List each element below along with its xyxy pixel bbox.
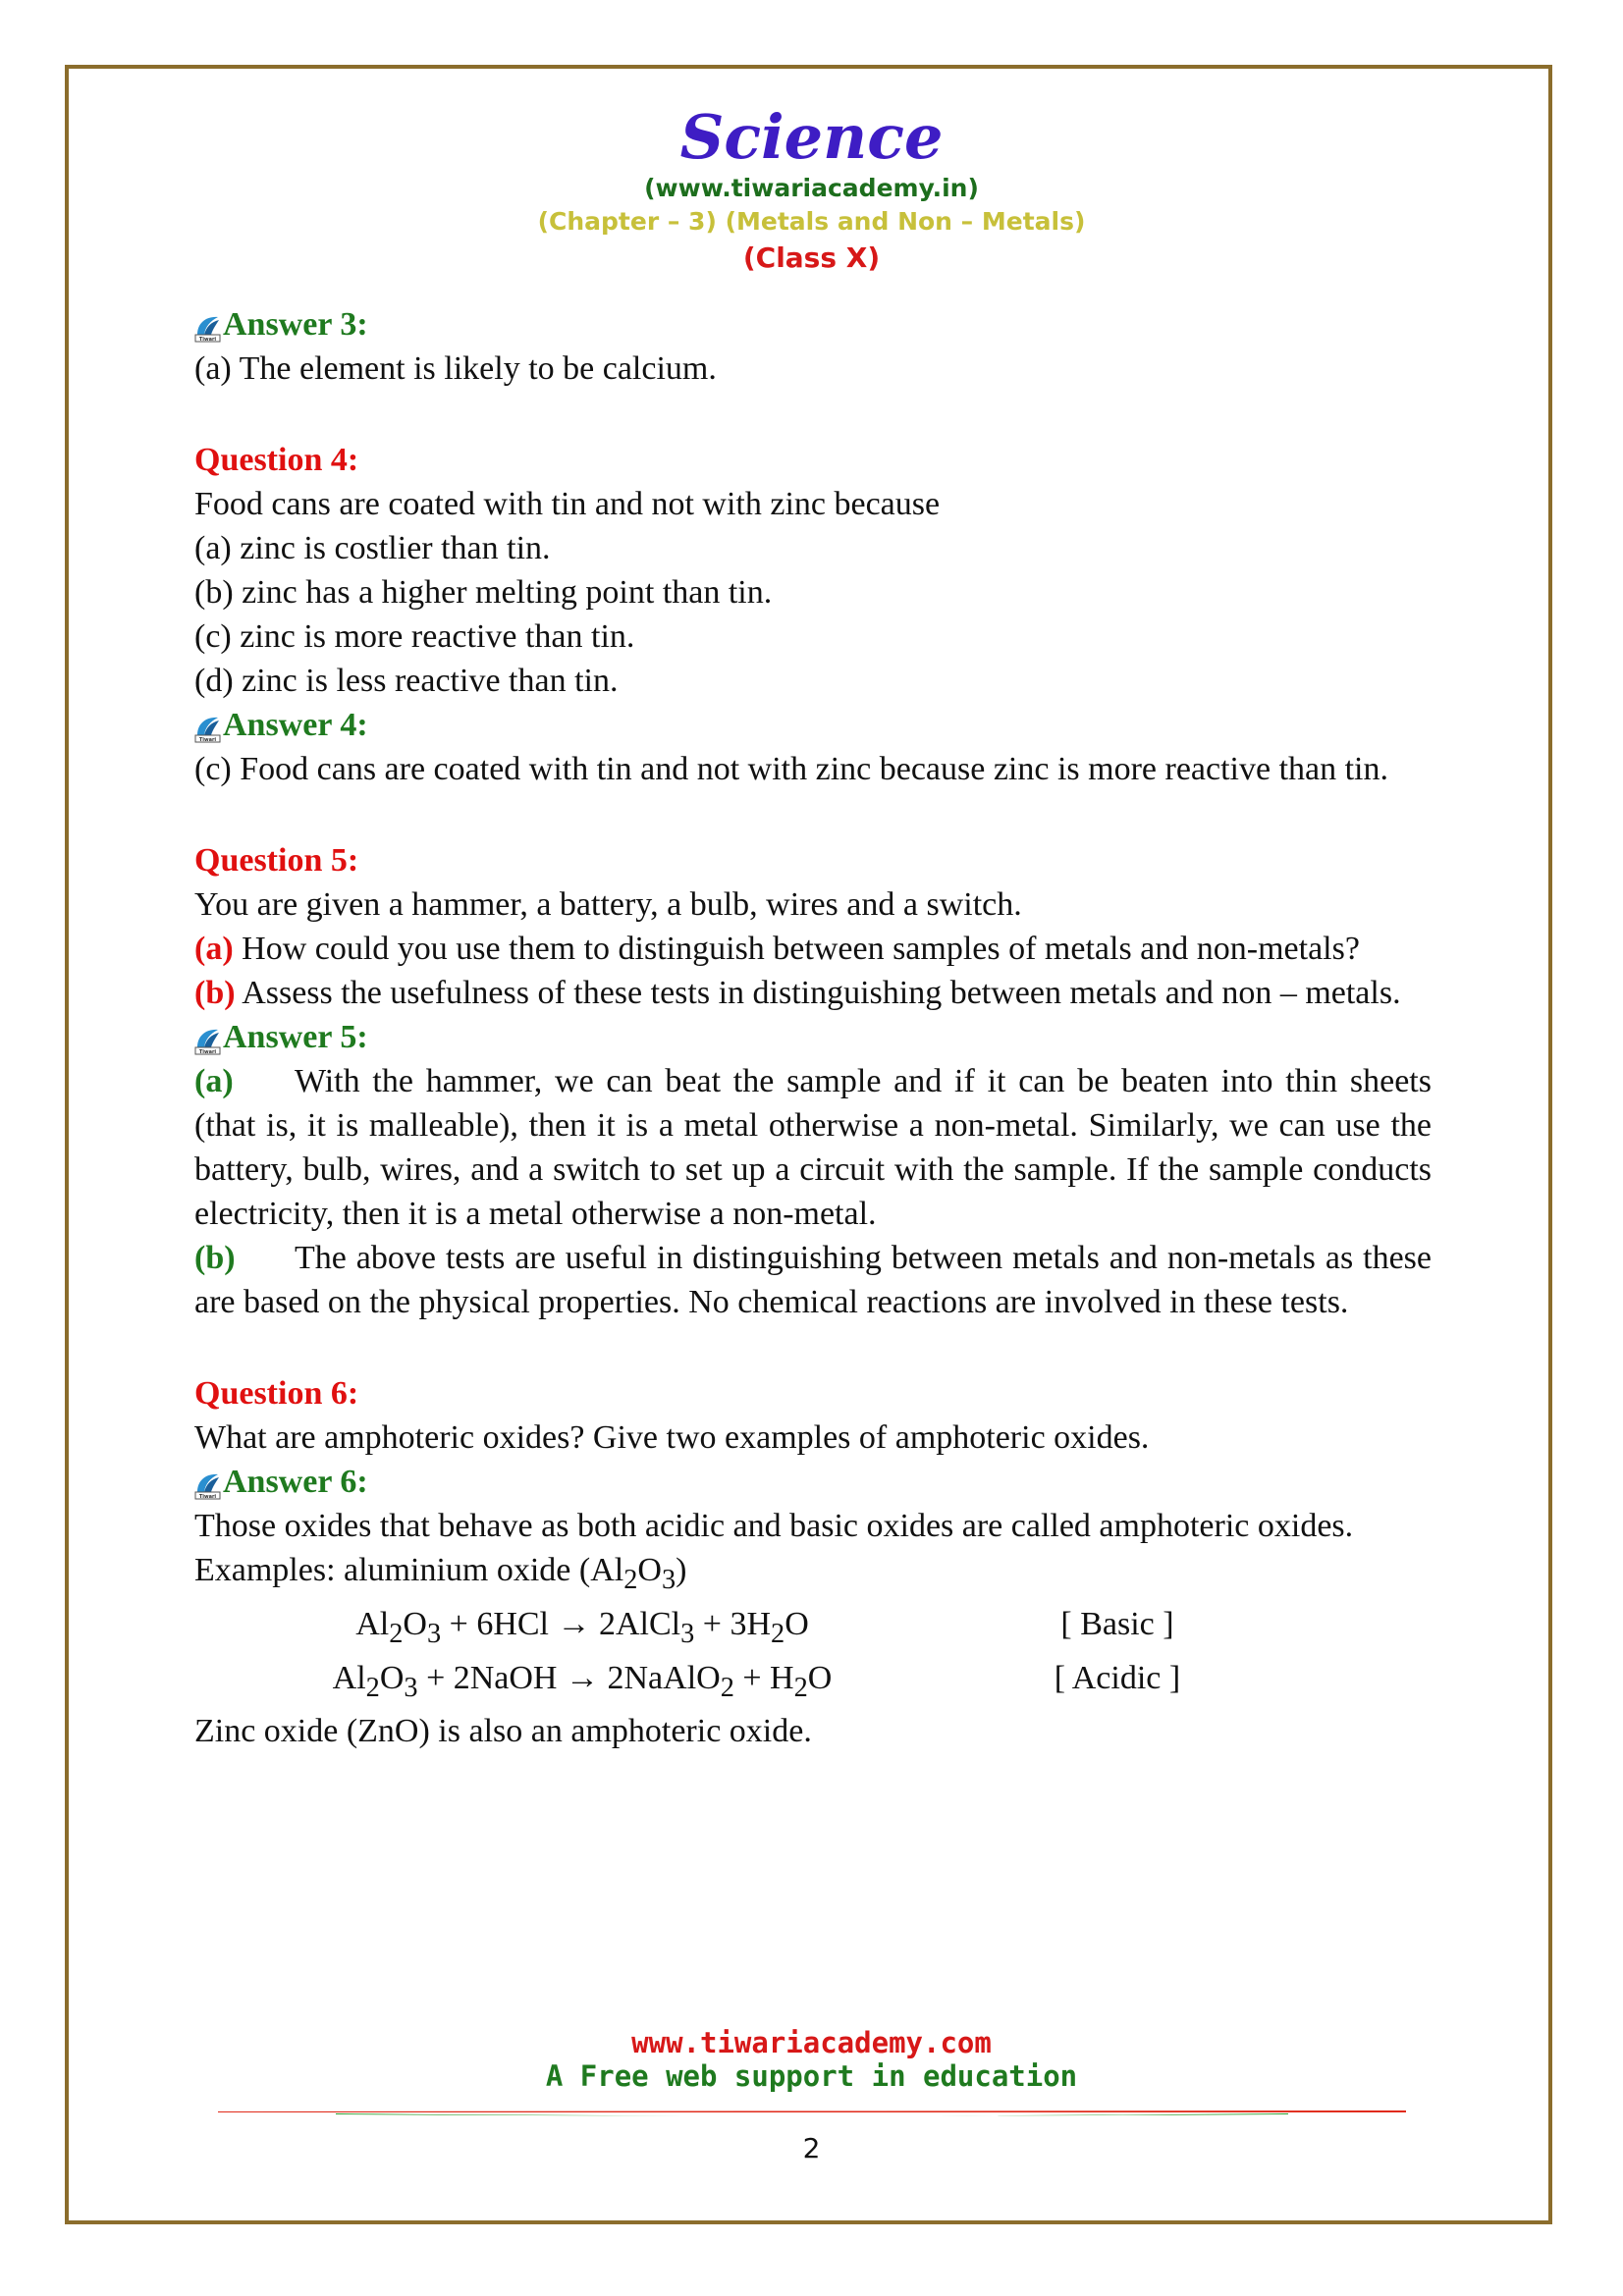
question-4-option-d: (d) zinc is less reactive than tin.	[194, 663, 619, 699]
footer-website[interactable]: www.tiwariacademy.com	[631, 2026, 992, 2059]
answer-5-part-b: (b) The above tests are useful in distinguishing between metals and non-metals as these are based on the physical properties. No chemical reactions are involved in these tests.	[194, 1240, 1432, 1320]
svg-text:Tiwari: Tiwari	[198, 336, 217, 343]
page-number: 2	[802, 2132, 821, 2164]
answer-6-definition: Those oxides that behave as both acidic and basic oxides are called amphoteric oxides.	[194, 1508, 1354, 1544]
tiwari-logo-icon	[194, 1468, 221, 1500]
svg-text:Tiwari: Tiwari	[198, 1048, 217, 1055]
main-content	[194, 302, 1432, 1753]
answer-5-heading: Tiwari Answer 5:	[194, 1015, 1432, 1059]
header-class: (Class X)	[742, 241, 881, 274]
answer-5-part-a: (a) With the hammer, we can beat the sample and if it can be beaten into thin sheets (that is, it is malleable), then it is a metal otherwise a non-metal. Similarly, we can use the battery, bulb, wires, and a switch to set up a circuit with the sample. If the sample conducts electricity, then it is a metal otherwise a non-metal.	[194, 1063, 1432, 1232]
question-4-option-c: (c) zinc is more reactive than tin.	[194, 618, 635, 655]
equation-basic-row	[194, 1602, 1432, 1656]
answer-6-heading: Tiwari Answer 6:	[194, 1460, 1432, 1504]
answer-3-text: (a) The element is likely to be calcium.	[194, 350, 717, 387]
footer-tagline: A Free web support in education	[545, 2059, 1078, 2093]
question-5-heading: Question 5:	[194, 842, 359, 879]
header-chapter: (Chapter – 3) (Metals and Non – Metals)	[537, 207, 1086, 236]
answer-6-examples: Examples: aluminium oxide $(Al_2O_3)$	[194, 1552, 687, 1595]
equation-basic: $Al_2O_3 + 6HCl$ → 2AlCl$_3$ + $3H_2O$	[355, 1605, 809, 1649]
svg-text:Tiwari: Tiwari	[198, 1493, 217, 1500]
page-title: Science	[679, 101, 944, 173]
equation-basic-tag: [ Basic ]	[1060, 1605, 1174, 1642]
question-4-option-b: (b) zinc has a higher melting point than tin.	[194, 574, 773, 611]
header-website: (www.tiwariacademy.in)	[644, 174, 979, 202]
tiwari-logo-icon	[194, 1023, 221, 1055]
answer-3-heading: Tiwari Answer 3:	[194, 302, 1432, 347]
answer-4-text: (c) Food cans are coated with tin and not with zinc because zinc is more reactive than tin.	[194, 751, 1388, 787]
svg-text:Tiwari: Tiwari	[198, 736, 217, 743]
question-5-part-a: (a) How could you use them to distinguish between samples of metals and non-metals?	[194, 931, 1360, 967]
question-4-heading: Question 4:	[194, 442, 359, 478]
answer-4-heading: Tiwari Answer 4:	[194, 703, 1432, 747]
equation-acidic-row	[194, 1656, 1432, 1710]
question-6-heading: Question 6:	[194, 1375, 359, 1412]
question-5-stem: You are given a hammer, a battery, a bulb, wires and a switch.	[194, 886, 1022, 923]
question-4-option-a: (a) zinc is costlier than tin.	[194, 530, 551, 566]
answer-6-closing: Zinc oxide (ZnO) is also an amphoteric oxide.	[194, 1713, 812, 1750]
tiwari-logo-icon	[194, 711, 221, 743]
tiwari-logo-icon	[194, 310, 221, 343]
question-4-stem: Food cans are coated with tin and not with zinc because	[194, 486, 941, 522]
equation-acidic-tag: [ Acidic ]	[1054, 1659, 1181, 1696]
question-5-part-b: (b) Assess the usefulness of these tests in distinguishing between metals and non – metals.	[194, 975, 1401, 1011]
equation-acidic: $Al_2O_3$ + 2NaOH → 2NaAlO$_2$ + $H_2O$	[332, 1659, 833, 1703]
question-6-stem: What are amphoteric oxides? Give two examples of amphoteric oxides.	[194, 1419, 1150, 1456]
footer-divider	[218, 2105, 1406, 2122]
